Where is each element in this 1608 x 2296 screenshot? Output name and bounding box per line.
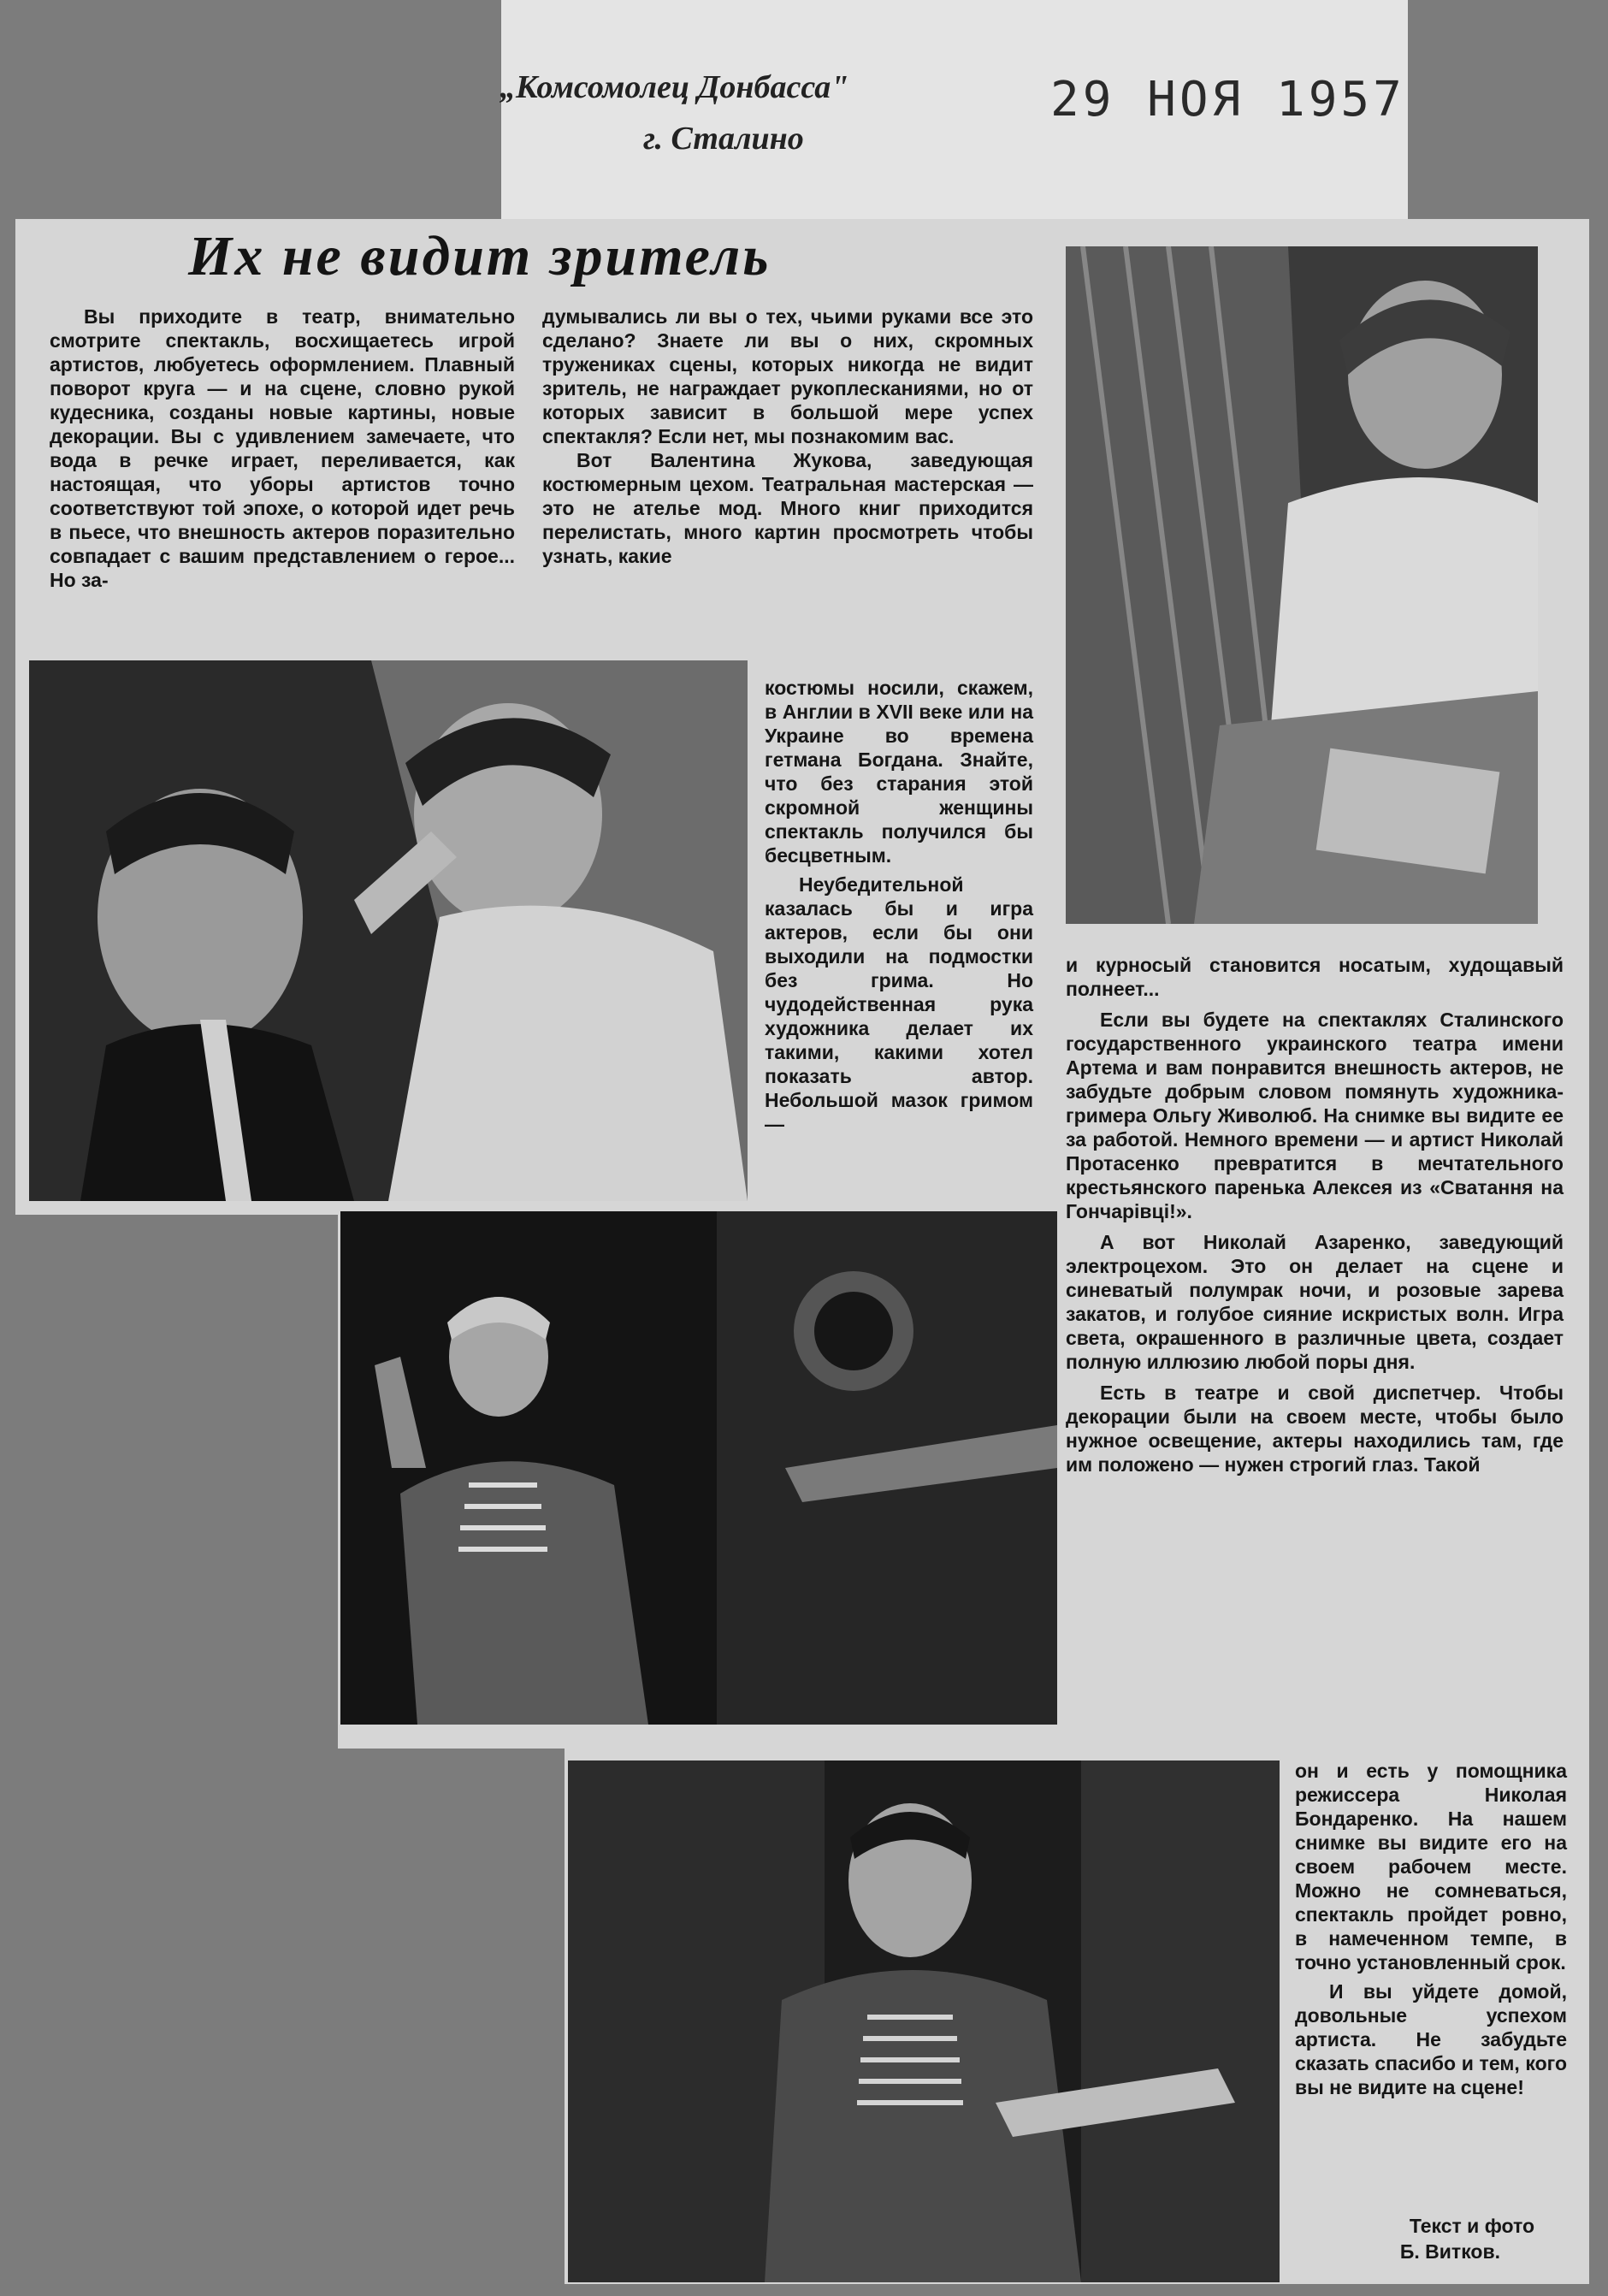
photo-costume-workshop	[1066, 246, 1538, 924]
date-stamp: 29 НОЯ 1957	[1050, 72, 1405, 127]
photo-assistant-director	[568, 1760, 1280, 2282]
paragraph-continuation: думывались ли вы о тех, чьими руками все это сделано? Знаете ли вы о них, скромных тружениках сцены, которых никогда не видит зритель, не награждает рукоплесканиями, но от которых зависит в большой мере успех спектакля? Если нет, мы познакомим вас.	[542, 305, 1033, 447]
paragraph-closing: И вы уйдете домой, довольные успехом артиста. Не забудьте сказать спасибо и тем, кого вы не видите на сцене!	[1295, 1980, 1567, 2098]
column-2-narrow	[765, 676, 1033, 1136]
column-3-narrow	[1295, 1759, 1567, 2099]
column-2-top	[542, 305, 1033, 568]
column-3	[1066, 953, 1564, 1476]
article-intro	[50, 305, 515, 592]
paragraph-intro: Вы приходите в театр, внимательно смотрите спектакль, восхищаетесь игрой артистов, любуетесь оформлением. Плавный поворот круга — и на сцене, словно рукой кудесника, созданы новые картины, новые декорации. Вы с удивлением замечаете, что вода в речке играет, переливается, как настоящая, что уборы артистов точно соответствуют той эпохе, о которой идет речь в пьесе, что внешность актеров поразительно совпадает с вашим представлением о герое... Но за-	[50, 305, 515, 591]
headline: Их не видит зритель	[188, 225, 771, 287]
credit-label: Текст и фото	[1409, 2215, 1534, 2237]
credit-author: Б. Витков.	[1399, 2240, 1500, 2263]
paragraph-makeup: Неубедительной казалась бы и игра актеров, если бы они выходили на подмостки без грима. Но чудодейственная рука художника делает их такими, какими хотел показать автор. Небольшой мазок гримом —	[765, 873, 1033, 1135]
paragraph-zhivolyub: Если вы будете на спектаклях Сталинского государственного украинского театра имени Артема и вам понравится внешность актеров, не забудьте добрым словом помянуть художника-гримера Ольгу Живолюб. На снимке вы видите ее за работой. Немного времени — и артист Николай Протасенко превратится в мечтательного крестьянского паренька Алексея из «Сватання на Гончарівці!».	[1066, 1009, 1564, 1222]
paragraph-azarenko: А вот Николай Азаренко, заведующий электроцехом. Это он делает на сцене и синеватый полумрак ночи, и розовые зарева закатов, и голубое сияние искристых волн. Игра света, окрашенного в различные цвета, создает полную иллюзию любой поры дня.	[1066, 1231, 1564, 1373]
photo-electrician	[340, 1211, 1057, 1725]
paragraph-nose: и курносый становится носатым, худощавый полнеет...	[1066, 954, 1564, 1000]
paragraph-bondarenko: он и есть у помощника режиссера Николая Бондаренко. На нашем снимке вы видите его на своем рабочем месте. Можно не сомневаться, спектакль пройдет ровно, в намеченном темпе, в точно установленный срок.	[1295, 1760, 1567, 1973]
newspaper-name: „Комсомолец Донбасса"	[500, 69, 849, 105]
newspaper-city: г. Сталино	[643, 121, 804, 157]
paragraph-costumes: костюмы носили, скажем, в Англии в XVII веке или на Украине во времена гетмана Богдана. Знайте, что без старания этой скромной женщины спектакль получился бы бесцветным.	[765, 677, 1033, 867]
photo-makeup-artist	[29, 660, 748, 1201]
paragraph-zhukova: Вот Валентина Жукова, заведующая костюмерным цехом. Театральная мастерская — это не ателье мод. Много книг приходится перелистать, много картин просмотреть чтобы узнать, какие	[542, 449, 1033, 567]
paragraph-dispatcher: Есть в театре и свой диспетчер. Чтобы декорации были на своем месте, чтобы было нужное освещение, актеры находились там, где им положено — нужен строгий глаз. Такой	[1066, 1382, 1564, 1476]
